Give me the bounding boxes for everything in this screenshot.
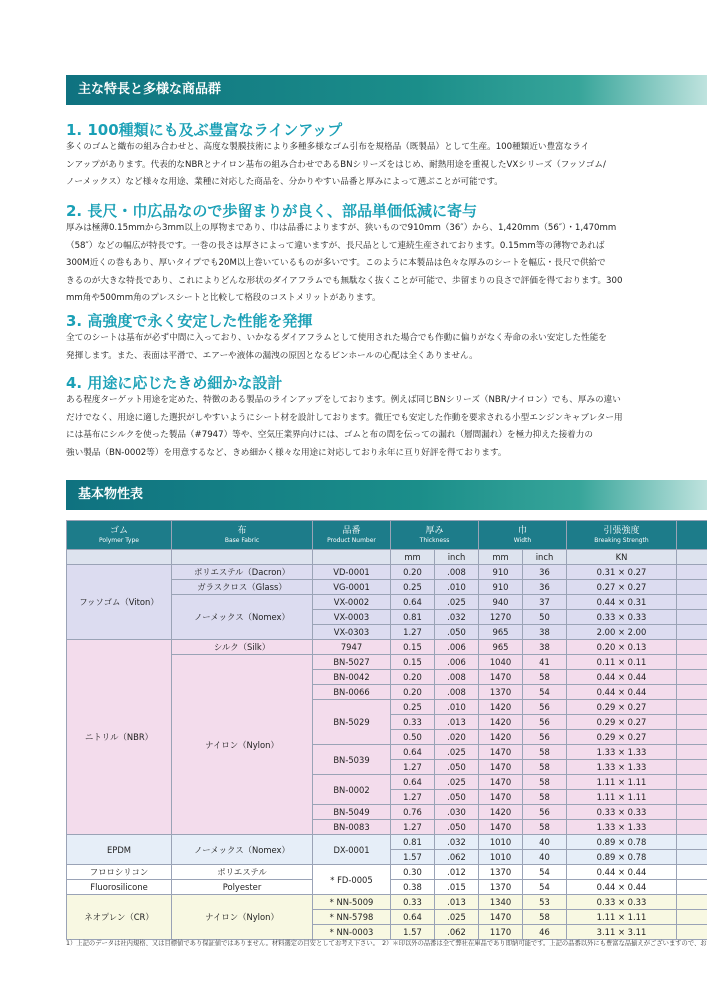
feature-1-text <box>66 139 694 192</box>
fabric-cell: ナイロン（Nylon） <box>172 655 313 835</box>
thickness-inch: .025 <box>435 910 479 925</box>
product-cell: VX-0303 <box>313 625 391 640</box>
width-mm: 965 <box>479 625 523 640</box>
product-cell: VD-0001 <box>313 565 391 580</box>
extra-cell <box>677 865 707 880</box>
thickness-inch: .006 <box>435 640 479 655</box>
thickness-mm: 0.81 <box>391 835 435 850</box>
extra-cell <box>677 700 707 715</box>
thickness-mm: 0.20 <box>391 670 435 685</box>
fabric-cell: ノーメックス（Nomex） <box>172 595 313 640</box>
thickness-inch: .062 <box>435 925 479 940</box>
text-line: ノーメックス）など様々な用途、業種に対応した商品を、分かりやすい品番と厚みによって選ぶことが可能です。 <box>66 177 503 187</box>
width-inch: 36 <box>523 580 567 595</box>
strength-kn: 0.27 × 0.27 <box>567 580 677 595</box>
width-inch: 56 <box>523 805 567 820</box>
header-width: 巾 Width <box>479 521 567 550</box>
width-mm: 1420 <box>479 730 523 745</box>
product-cell: BN-5027 <box>313 655 391 670</box>
thickness-mm: 1.27 <box>391 760 435 775</box>
thickness-mm: 0.33 <box>391 895 435 910</box>
text-line: （58″）などの幅広が特長です。一巻の長さは厚さによって違いますが、長尺品として連続生産されております。0.15mm等の薄物であれば <box>66 240 605 251</box>
units-blank <box>677 550 707 565</box>
width-inch: 41 <box>523 655 567 670</box>
width-mm: 1470 <box>479 775 523 790</box>
width-mm: 1420 <box>479 715 523 730</box>
width-mm: 940 <box>479 595 523 610</box>
strength-kn: 0.20 × 0.13 <box>567 640 677 655</box>
thickness-mm: 0.50 <box>391 730 435 745</box>
table-body <box>67 565 707 940</box>
extra-cell <box>677 565 707 580</box>
width-inch: 54 <box>523 685 567 700</box>
text-line: ある程度ターゲット用途を定めた、特徴のある製品のラインアップをしております。例えば同じBNシリーズ（NBR/ナイロン）でも、厚みの違い <box>66 395 621 405</box>
thickness-mm: 0.20 <box>391 565 435 580</box>
extra-cell <box>677 730 707 745</box>
extra-cell <box>677 820 707 835</box>
width-inch: 58 <box>523 745 567 760</box>
width-inch: 56 <box>523 700 567 715</box>
strength-kn: 0.44 × 0.44 <box>567 865 677 880</box>
strength-kn: 3.11 × 3.11 <box>567 925 677 940</box>
thickness-mm: 0.64 <box>391 910 435 925</box>
thickness-inch: .050 <box>435 820 479 835</box>
header-thickness: 厚み Thickness <box>391 521 479 550</box>
text-line: ンアップがあります。代表的なNBRとナイロン基布の組み合わせであるBNシリーズをはじめ、耐熱用途を重視したVXシリーズ（フッソゴム/ <box>66 159 606 170</box>
feature-2-text <box>66 220 694 308</box>
thickness-mm: 1.57 <box>391 925 435 940</box>
thickness-mm: 0.15 <box>391 640 435 655</box>
table-header-row <box>67 521 707 550</box>
product-cell: VX-0003 <box>313 610 391 625</box>
fabric-cell: ポリエステル <box>172 865 313 880</box>
width-inch: 56 <box>523 715 567 730</box>
strength-kn: 0.33 × 0.33 <box>567 610 677 625</box>
fabric-cell: ノーメックス（Nomex） <box>172 835 313 865</box>
thickness-inch: .025 <box>435 745 479 760</box>
width-inch: 58 <box>523 775 567 790</box>
strength-kn: 0.11 × 0.11 <box>567 655 677 670</box>
polymer-cell: EPDM <box>67 835 172 865</box>
feature-1-heading: 1. 100種類にも及ぶ豊富なラインアップ <box>66 121 343 139</box>
extra-cell <box>677 805 707 820</box>
extra-cell <box>677 580 707 595</box>
table-row <box>67 565 707 580</box>
unit-cell: inch <box>523 550 567 565</box>
polymer-cell: ニトリル（NBR） <box>67 640 172 835</box>
width-inch: 54 <box>523 865 567 880</box>
product-cell: BN-0002 <box>313 775 391 805</box>
width-mm: 1470 <box>479 820 523 835</box>
unit-cell: mm <box>391 550 435 565</box>
width-mm: 1470 <box>479 790 523 805</box>
feature-2-heading: 2. 長尺・巾広品なので歩留まりが良く、部品単価低減に寄与 <box>66 202 478 220</box>
feature-3-text <box>66 330 694 365</box>
width-mm: 1340 <box>479 895 523 910</box>
strength-kn: 0.44 × 0.44 <box>567 670 677 685</box>
thickness-mm: 0.64 <box>391 775 435 790</box>
properties-banner: 基本物性表 <box>66 480 707 510</box>
width-mm: 1010 <box>479 835 523 850</box>
width-inch: 53 <box>523 895 567 910</box>
thickness-inch: .006 <box>435 655 479 670</box>
table-row <box>67 835 707 850</box>
extra-cell <box>677 640 707 655</box>
product-cell: BN-5039 <box>313 745 391 775</box>
extra-cell <box>677 610 707 625</box>
width-mm: 1270 <box>479 610 523 625</box>
product-cell: VG-0001 <box>313 580 391 595</box>
thickness-mm: 0.33 <box>391 715 435 730</box>
footnote: 1）上記のデータは社内規格、又は目標値であり保証値ではありません。材料選定の目安としてお考え下さい。 2）＊印以外の品番は全て弊社在庫品であり即納可能です。上記の品番以外にも豊富な品揃えがございますので、お <box>66 940 707 947</box>
thickness-inch: .010 <box>435 580 479 595</box>
width-mm: 1470 <box>479 910 523 925</box>
width-mm: 910 <box>479 580 523 595</box>
text-line: 多くのゴムと織布の組み合わせと、高度な製膜技術により多種多様なゴム引布を規格品（既製品）として生産。100種類近い豊富なライ <box>66 142 590 152</box>
table-row <box>67 640 707 655</box>
thickness-mm: 0.30 <box>391 865 435 880</box>
polymer-cell: フロロシリコン <box>67 865 172 880</box>
thickness-inch: .025 <box>435 595 479 610</box>
width-inch: 46 <box>523 925 567 940</box>
thickness-mm: 1.27 <box>391 625 435 640</box>
product-cell: BN-0066 <box>313 685 391 700</box>
width-inch: 58 <box>523 910 567 925</box>
text-line: mm角や500mm角のプレスシートと比較して格段のコストメリットがあります。 <box>66 293 381 303</box>
feature-4-text <box>66 392 694 462</box>
strength-kn: 0.29 × 0.27 <box>567 700 677 715</box>
fabric-cell: ポリエステル（Dacron） <box>172 565 313 580</box>
text-line: 厚みは極薄0.15mmから3mm以上の厚物まであり、巾は品番によりますが、狭いもので910mm（36″）から、1,420mm（56″）・1,470mm <box>66 223 617 233</box>
strength-kn: 0.29 × 0.27 <box>567 730 677 745</box>
width-inch: 54 <box>523 880 567 895</box>
thickness-mm: 0.15 <box>391 655 435 670</box>
product-cell: * NN-5009 <box>313 895 391 910</box>
table-row <box>67 895 707 910</box>
thickness-mm: 0.25 <box>391 700 435 715</box>
thickness-mm: 0.64 <box>391 595 435 610</box>
strength-kn: 0.89 × 0.78 <box>567 835 677 850</box>
strength-kn: 0.33 × 0.33 <box>567 805 677 820</box>
extra-cell <box>677 715 707 730</box>
strength-kn: 1.33 × 1.33 <box>567 760 677 775</box>
thickness-inch: .050 <box>435 625 479 640</box>
product-cell: BN-0083 <box>313 820 391 835</box>
product-cell: BN-5049 <box>313 805 391 820</box>
fabric-cell: Polyester <box>172 880 313 895</box>
extra-cell <box>677 760 707 775</box>
width-mm: 1370 <box>479 685 523 700</box>
strength-kn: 1.11 × 1.11 <box>567 775 677 790</box>
strength-kn: 0.44 × 0.44 <box>567 880 677 895</box>
width-inch: 58 <box>523 760 567 775</box>
width-mm: 1010 <box>479 850 523 865</box>
thickness-inch: .050 <box>435 760 479 775</box>
strength-kn: 2.00 × 2.00 <box>567 625 677 640</box>
extra-cell <box>677 790 707 805</box>
strength-kn: 0.89 × 0.78 <box>567 850 677 865</box>
header-fabric: 布 Base Fabric <box>172 521 313 550</box>
strength-kn: 0.44 × 0.31 <box>567 595 677 610</box>
extra-cell <box>677 895 707 910</box>
features-banner: 主な特長と多様な商品群 <box>66 75 707 105</box>
width-mm: 1470 <box>479 760 523 775</box>
width-mm: 1420 <box>479 805 523 820</box>
width-mm: 1470 <box>479 670 523 685</box>
thickness-inch: .032 <box>435 610 479 625</box>
text-line: だけでなく、用途に適した選択がしやすいようにシート材を設計しております。微圧でも安定した作動を要求される小型エンジンキャブレター用 <box>66 412 623 423</box>
text-line: 発揮します。また、表面は平滑で、エアーや液体の漏洩の原因となるピンホールの心配は全くありません。 <box>66 350 478 361</box>
extra-cell <box>677 655 707 670</box>
table-row <box>67 865 707 880</box>
fabric-cell: シルク（Silk） <box>172 640 313 655</box>
product-cell: * NN-5798 <box>313 910 391 925</box>
header-extra <box>677 521 707 550</box>
thickness-mm: 0.20 <box>391 685 435 700</box>
thickness-inch: .008 <box>435 685 479 700</box>
polymer-cell: ネオプレン（CR） <box>67 895 172 940</box>
thickness-mm: 0.76 <box>391 805 435 820</box>
units-row <box>67 550 707 565</box>
width-inch: 58 <box>523 670 567 685</box>
width-inch: 36 <box>523 565 567 580</box>
unit-cell: mm <box>479 550 523 565</box>
thickness-inch: .062 <box>435 850 479 865</box>
header-strength: 引張強度 Breaking Strength <box>567 521 677 550</box>
width-inch: 37 <box>523 595 567 610</box>
width-inch: 38 <box>523 640 567 655</box>
thickness-mm: 0.38 <box>391 880 435 895</box>
product-cell: BN-0042 <box>313 670 391 685</box>
width-inch: 58 <box>523 790 567 805</box>
product-cell: DX-0001 <box>313 835 391 865</box>
strength-kn: 0.31 × 0.27 <box>567 565 677 580</box>
width-mm: 1040 <box>479 655 523 670</box>
extra-cell <box>677 745 707 760</box>
extra-cell <box>677 880 707 895</box>
extra-cell <box>677 625 707 640</box>
thickness-inch: .013 <box>435 895 479 910</box>
strength-kn: 1.11 × 1.11 <box>567 910 677 925</box>
product-cell: VX-0002 <box>313 595 391 610</box>
thickness-inch: .010 <box>435 700 479 715</box>
width-inch: 40 <box>523 850 567 865</box>
width-inch: 38 <box>523 625 567 640</box>
thickness-inch: .025 <box>435 775 479 790</box>
product-cell: * FD-0005 <box>313 865 391 895</box>
text-line: 300M近くの巻もあり、厚いタイプでも20M以上巻いているものが多いです。このように本製品は色々な厚みのシートを幅広・長尺で供給で <box>66 258 606 268</box>
width-inch: 58 <box>523 820 567 835</box>
text-line: 全てのシートは基布が必ず中間に入っており、いかなるダイアフラムとして使用された場合でも作動に偏りがなく寿命の永い安定した性能を <box>66 333 607 343</box>
product-cell: BN-5029 <box>313 700 391 745</box>
thickness-mm: 1.57 <box>391 850 435 865</box>
product-cell: * NN-0003 <box>313 925 391 940</box>
extra-cell <box>677 670 707 685</box>
strength-kn: 1.33 × 1.33 <box>567 745 677 760</box>
width-mm: 1170 <box>479 925 523 940</box>
width-mm: 1370 <box>479 880 523 895</box>
polymer-cell: Fluorosilicone <box>67 880 172 895</box>
strength-kn: 0.44 × 0.44 <box>567 685 677 700</box>
extra-cell <box>677 685 707 700</box>
extra-cell <box>677 910 707 925</box>
width-mm: 1420 <box>479 700 523 715</box>
extra-cell <box>677 835 707 850</box>
thickness-inch: .008 <box>435 670 479 685</box>
fabric-cell: ナイロン（Nylon） <box>172 895 313 940</box>
header-product: 品番 Product Number <box>313 521 391 550</box>
width-mm: 1470 <box>479 745 523 760</box>
width-mm: 910 <box>479 565 523 580</box>
extra-cell <box>677 595 707 610</box>
product-cell: 7947 <box>313 640 391 655</box>
extra-cell <box>677 850 707 865</box>
width-inch: 50 <box>523 610 567 625</box>
width-inch: 56 <box>523 730 567 745</box>
thickness-inch: .030 <box>435 805 479 820</box>
thickness-mm: 0.25 <box>391 580 435 595</box>
strength-kn: 1.33 × 1.33 <box>567 820 677 835</box>
strength-kn: 0.29 × 0.27 <box>567 715 677 730</box>
polymer-cell: フッソゴム（Viton） <box>67 565 172 640</box>
thickness-inch: .013 <box>435 715 479 730</box>
strength-kn: 0.33 × 0.33 <box>567 895 677 910</box>
extra-cell <box>677 775 707 790</box>
thickness-inch: .032 <box>435 835 479 850</box>
thickness-inch: .015 <box>435 880 479 895</box>
strength-kn: 1.11 × 1.11 <box>567 790 677 805</box>
unit-cell: inch <box>435 550 479 565</box>
width-mm: 965 <box>479 640 523 655</box>
units-blank <box>67 550 172 565</box>
text-line: 強い製品（BN-0002等）を用意するなど、きめ細かく様々な用途に対応しており永年に亘り好評を得ております。 <box>66 447 507 458</box>
feature-4-heading: 4. 用途に応じたきめ細かな設計 <box>66 374 283 392</box>
units-blank <box>313 550 391 565</box>
thickness-mm: 1.27 <box>391 820 435 835</box>
header-polymer: ゴム Polymer Type <box>67 521 172 550</box>
feature-3-heading: 3. 高強度で永く安定した性能を発揮 <box>66 312 313 330</box>
thickness-inch: .020 <box>435 730 479 745</box>
thickness-mm: 0.64 <box>391 745 435 760</box>
text-line: には基布にシルクを使った製品（#7947）等や、空気圧業界向けには、ゴムと布の間を伝っての漏れ（層間漏れ）を極力抑えた接着力の <box>66 430 593 440</box>
width-mm: 1370 <box>479 865 523 880</box>
text-line: きるのが大きな特長であり、これによりどんな形状のダイアフラムでも無駄なく抜くことが可能で、歩留まりの良さで評価を得ております。300 <box>66 275 623 286</box>
unit-cell: KN <box>567 550 677 565</box>
thickness-inch: .050 <box>435 790 479 805</box>
thickness-inch: .008 <box>435 565 479 580</box>
thickness-mm: 0.81 <box>391 610 435 625</box>
width-inch: 40 <box>523 835 567 850</box>
units-blank <box>172 550 313 565</box>
thickness-inch: .012 <box>435 865 479 880</box>
properties-table <box>66 520 707 940</box>
fabric-cell: ガラスクロス（Glass） <box>172 580 313 595</box>
thickness-mm: 1.27 <box>391 790 435 805</box>
